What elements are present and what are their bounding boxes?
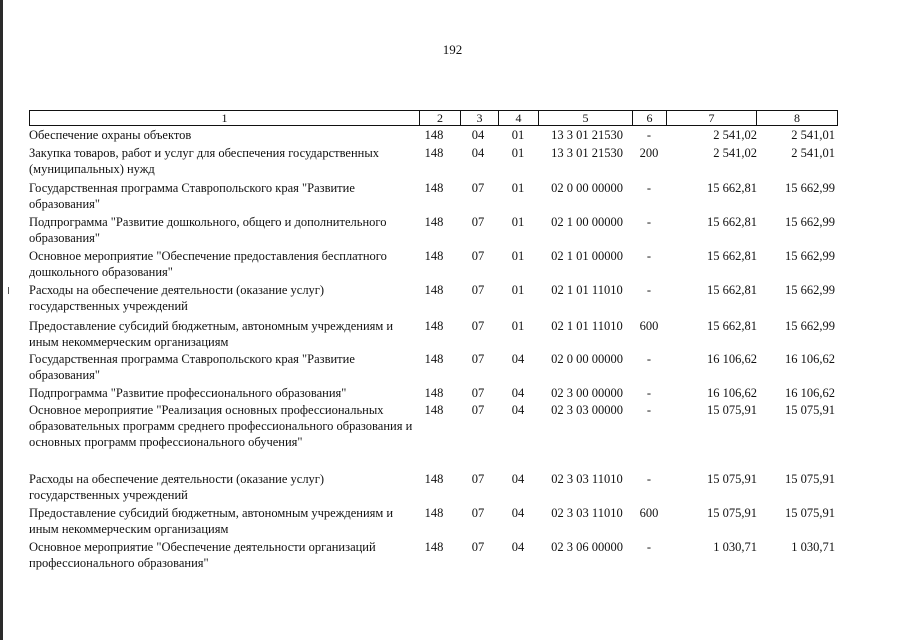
row-col-5: 02 1 01 11010 [551,283,623,297]
row-col-6: - [646,215,652,229]
row-col-6: 200 [639,146,659,160]
row-col-7: 15 662,81 [707,283,757,297]
header-col-2: 2 [419,111,460,125]
row-col-2: 148 [424,146,444,160]
row-col-5: 02 1 00 00000 [551,215,623,229]
row-col-8: 2 541,01 [791,128,835,142]
row-col-6: - [646,249,652,263]
row-col-3: 04 [471,128,485,142]
row-col-3: 07 [471,386,485,400]
row-col-5: 02 3 03 11010 [551,472,623,486]
row-col-4: 01 [511,146,525,160]
row-col-6: 600 [639,319,659,333]
row-col-3: 07 [471,506,485,520]
row-col-6: - [646,128,652,142]
row-col-8: 15 075,91 [785,403,835,417]
row-col-3: 07 [471,181,485,195]
row-col-5: 02 3 03 00000 [551,403,623,417]
row-col-4: 04 [511,352,525,366]
row-col-7: 2 541,02 [713,146,757,160]
row-col-4: 04 [511,472,525,486]
row-col-3: 07 [471,249,485,263]
row-col-3: 07 [471,403,485,417]
row-col-2: 148 [424,319,444,333]
row-col-4: 01 [511,249,525,263]
header-col-5: 5 [538,111,632,125]
row-col-8: 16 106,62 [785,352,835,366]
row-col-2: 148 [424,386,444,400]
row-name: Основное мероприятие "Реализация основных профессиональных образовательных программ среднего профессионального образования и основных программ профессионального обучения" [29,403,413,449]
row-name: Закупка товаров, работ и услуг для обеспечения государственных (муниципальных) нужд [29,146,380,176]
header-col-8: 8 [756,111,837,125]
row-col-4: 01 [511,283,525,297]
row-col-7: 15 662,81 [707,319,757,333]
row-col-2: 148 [424,215,444,229]
row-col-4: 01 [511,215,525,229]
row-col-7: 2 541,02 [713,128,757,142]
row-col-5: 02 0 00 00000 [551,352,623,366]
header-col-1: 1 [221,111,228,125]
row-col-7: 16 106,62 [707,352,757,366]
row-col-6: - [646,386,652,400]
row-col-4: 04 [511,403,525,417]
scan-left-edge [0,0,3,640]
row-col-2: 148 [424,472,444,486]
row-col-6: - [646,472,652,486]
row-col-4: 01 [511,128,525,142]
row-col-3: 07 [471,352,485,366]
header-col-3: 3 [460,111,498,125]
row-col-8: 15 662,99 [785,181,835,195]
row-col-5: 02 3 03 11010 [551,506,623,520]
row-col-2: 148 [424,249,444,263]
row-col-6: - [646,181,652,195]
row-col-5: 02 3 00 00000 [551,386,623,400]
row-name: Основное мероприятие "Обеспечение деятельности организаций профессионального образования" [29,540,376,570]
row-col-8: 15 662,99 [785,249,835,263]
row-col-3: 07 [471,283,485,297]
row-col-6: - [646,540,652,554]
row-col-8: 15 075,91 [785,472,835,486]
page-number: 192 [442,42,463,57]
row-name: Основное мероприятие "Обеспечение предоставления бесплатного дошкольного образования" [29,249,387,279]
table-header [29,110,838,126]
row-col-7: 15 662,81 [707,249,757,263]
row-col-8: 16 106,62 [785,386,835,400]
row-col-8: 2 541,01 [791,146,835,160]
row-col-8: 15 662,99 [785,215,835,229]
header-col-4: 4 [498,111,538,125]
row-name: Государственная программа Ставропольского края "Развитие образования" [29,181,355,211]
row-name: Предоставление субсидий бюджетным, автономным учреждениям и иным некоммерческим организациям [29,319,394,349]
row-col-2: 148 [424,506,444,520]
row-col-6: - [646,403,652,417]
row-col-7: 15 075,91 [707,472,757,486]
row-col-7: 15 075,91 [707,506,757,520]
row-col-7: 15 662,81 [707,181,757,195]
row-col-4: 04 [511,540,525,554]
row-name: Расходы на обеспечение деятельности (оказание услуг) государственных учреждений [29,472,325,502]
row-col-7: 16 106,62 [707,386,757,400]
row-col-8: 15 662,99 [785,319,835,333]
row-name: Расходы на обеспечение деятельности (оказание услуг) государственных учреждений [29,283,325,313]
row-col-4: 01 [511,181,525,195]
row-col-3: 07 [471,472,485,486]
row-col-5: 02 1 01 11010 [551,319,623,333]
row-col-5: 02 0 00 00000 [551,181,623,195]
row-col-3: 07 [471,540,485,554]
row-col-2: 148 [424,283,444,297]
row-col-4: 04 [511,386,525,400]
row-col-5: 02 1 01 00000 [551,249,623,263]
row-col-6: - [646,283,652,297]
row-col-8: 15 662,99 [785,283,835,297]
row-col-5: 13 3 01 21530 [551,146,623,160]
header-col-6: 6 [632,111,666,125]
row-col-2: 148 [424,540,444,554]
row-col-4: 01 [511,319,525,333]
row-col-3: 07 [471,319,485,333]
row-col-8: 15 075,91 [785,506,835,520]
row-name: Подпрограмма "Развитие профессионального образования" [29,386,347,400]
row-col-6: 600 [639,506,659,520]
row-col-3: 07 [471,215,485,229]
row-name: Подпрограмма "Развитие дошкольного, общего и дополнительного образования" [29,215,387,245]
row-name: Государственная программа Ставропольского края "Развитие образования" [29,352,355,382]
row-col-4: 04 [511,506,525,520]
header-col-7: 7 [666,111,756,125]
row-col-2: 148 [424,403,444,417]
row-col-2: 148 [424,352,444,366]
row-col-5: 02 3 06 00000 [551,540,623,554]
scan-mark [8,287,9,294]
row-col-7: 1 030,71 [713,540,757,554]
row-col-7: 15 075,91 [707,403,757,417]
row-col-2: 148 [424,181,444,195]
row-name: Обеспечение охраны объектов [29,128,192,142]
row-col-8: 1 030,71 [791,540,835,554]
row-col-6: - [646,352,652,366]
row-name: Предоставление субсидий бюджетным, автономным учреждениям и иным некоммерческим организациям [29,506,394,536]
row-col-5: 13 3 01 21530 [551,128,623,142]
row-col-2: 148 [424,128,444,142]
row-col-3: 04 [471,146,485,160]
row-col-7: 15 662,81 [707,215,757,229]
